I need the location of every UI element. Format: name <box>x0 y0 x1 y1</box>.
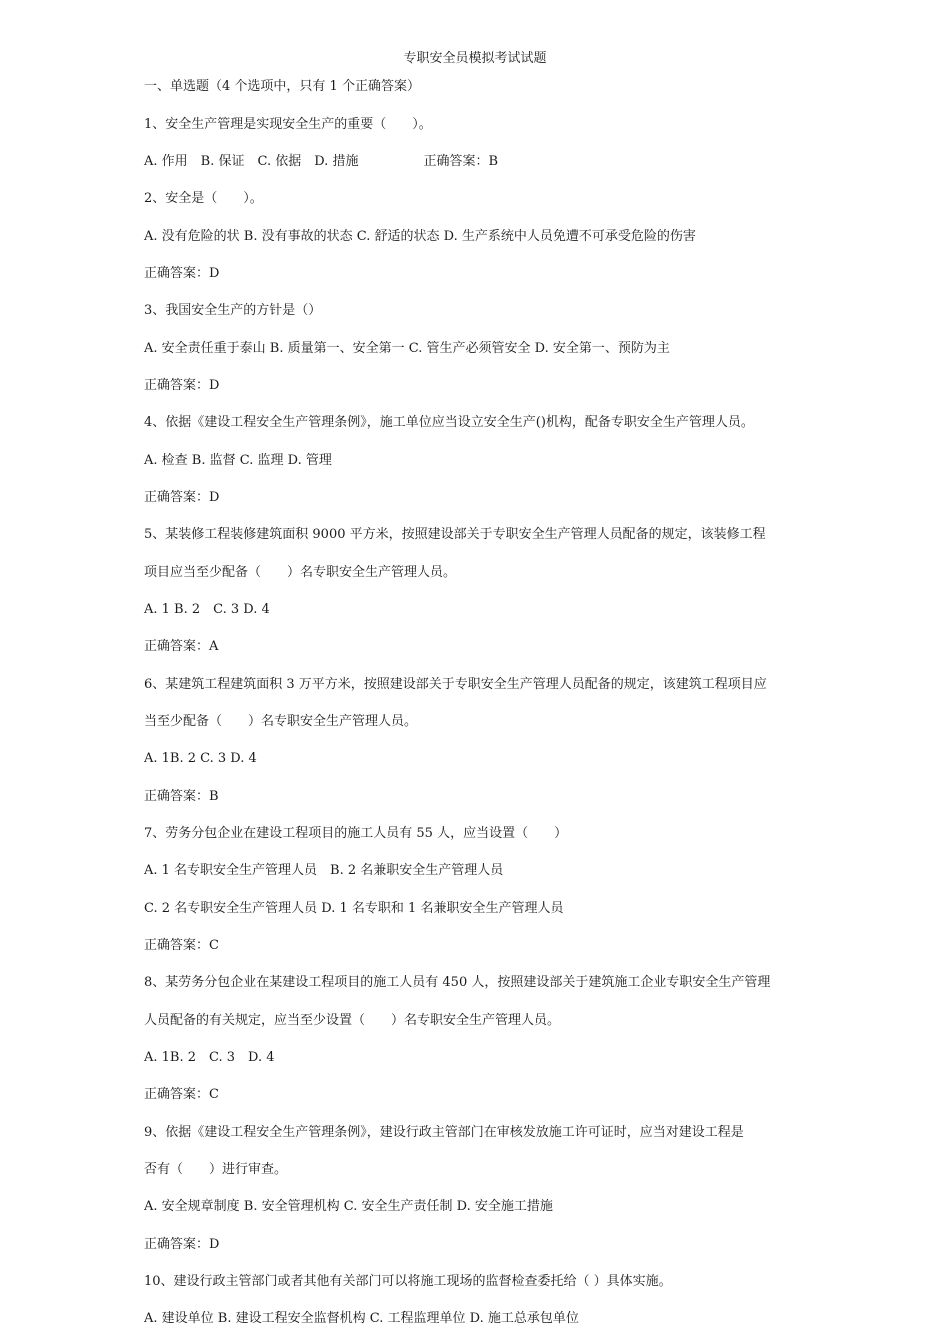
question-6-text-1: 6、某建筑工程建筑面积 3 万平方米，按照建设部关于专职安全生产管理人员配备的规定，该建筑工程项目应 <box>144 677 767 692</box>
question-3-answer: 正确答案：D <box>144 378 220 393</box>
question-5-text-1: 5、某装修工程装修建筑面积 9000 平方米，按照建设部关于专职安全生产管理人员配备的规定，该装修工程 <box>144 527 766 542</box>
question-5-answer: 正确答案：A <box>144 639 219 654</box>
question-6-options: A. 1B. 2 C. 3 D. 4 <box>144 751 257 766</box>
question-7-options-2: C. 2 名专职安全生产管理人员 D. 1 名专职和 1 名兼职安全生产管理人员 <box>144 901 564 916</box>
question-1-options: A. 作用 B. 保证 C. 依据 D. 措施 正确答案：B <box>144 154 498 169</box>
section-heading: 一、单选题（4 个选项中，只有 1 个正确答案） <box>144 79 420 94</box>
document-title: 专职安全员模拟考试试题 <box>403 51 547 66</box>
question-5-options: A. 1 B. 2 C. 3 D. 4 <box>144 602 270 617</box>
question-6-text-2: 当至少配备（ ）名专职安全生产管理人员。 <box>144 714 418 729</box>
question-7-answer: 正确答案：C <box>144 938 219 953</box>
question-2-text: 2、安全是（ ）。 <box>144 191 263 206</box>
question-7-text: 7、劳务分包企业在建设工程项目的施工人员有 55 人，应当设置（ ） <box>144 826 568 841</box>
question-1-text: 1、安全生产管理是实现安全生产的重要（ ）。 <box>144 117 432 132</box>
question-8-text-2: 人员配备的有关规定，应当至少设置（ ）名专职安全生产管理人员。 <box>144 1013 561 1028</box>
question-5-text-2: 项目应当至少配备（ ）名专职安全生产管理人员。 <box>144 565 457 580</box>
question-7-options-1: A. 1 名专职安全生产管理人员 B. 2 名兼职安全生产管理人员 <box>144 863 504 878</box>
question-2-answer: 正确答案：D <box>144 266 220 281</box>
question-8-answer: 正确答案：C <box>144 1087 219 1102</box>
question-2-options: A. 没有危险的状 B. 没有事故的状态 C. 舒适的状态 D. 生产系统中人员免遭不可承受危险的伤害 <box>144 229 696 244</box>
question-9-options: A. 安全规章制度 B. 安全管理机构 C. 安全生产责任制 D. 安全施工措施 <box>144 1199 553 1214</box>
question-10-options: A. 建设单位 B. 建设工程安全监督机构 C. 工程监理单位 D. 施工总承包单位 <box>144 1311 579 1326</box>
question-8-options: A. 1B. 2 C. 3 D. 4 <box>144 1050 275 1065</box>
question-10-text: 10、建设行政主管部门或者其他有关部门可以将施工现场的监督检查委托给（ ）具体实施。 <box>144 1274 672 1289</box>
question-3-text: 3、我国安全生产的方针是（） <box>144 303 322 318</box>
question-4-answer: 正确答案：D <box>144 490 220 505</box>
question-9-text-1: 9、依据《建设工程安全生产管理条例》，建设行政主管部门在审核发放施工许可证时，应当对建设工程是 <box>144 1125 744 1140</box>
question-4-options: A. 检查 B. 监督 C. 监理 D. 管理 <box>144 453 332 468</box>
question-4-text: 4、依据《建设工程安全生产管理条例》，施工单位应当设立安全生产()机构，配备专职安全生产管理人员。 <box>144 415 754 430</box>
question-6-answer: 正确答案：B <box>144 789 219 804</box>
question-3-options: A. 安全责任重于泰山 B. 质量第一、安全第一 C. 管生产必须管安全 D. 安全第一、预防为主 <box>144 341 670 356</box>
question-9-text-2: 否有（ ）进行审查。 <box>144 1162 288 1177</box>
question-9-answer: 正确答案：D <box>144 1237 220 1252</box>
question-8-text-1: 8、某劳务分包企业在某建设工程项目的施工人员有 450 人，按照建设部关于建筑施工企业专职安全生产管理 <box>144 975 771 990</box>
